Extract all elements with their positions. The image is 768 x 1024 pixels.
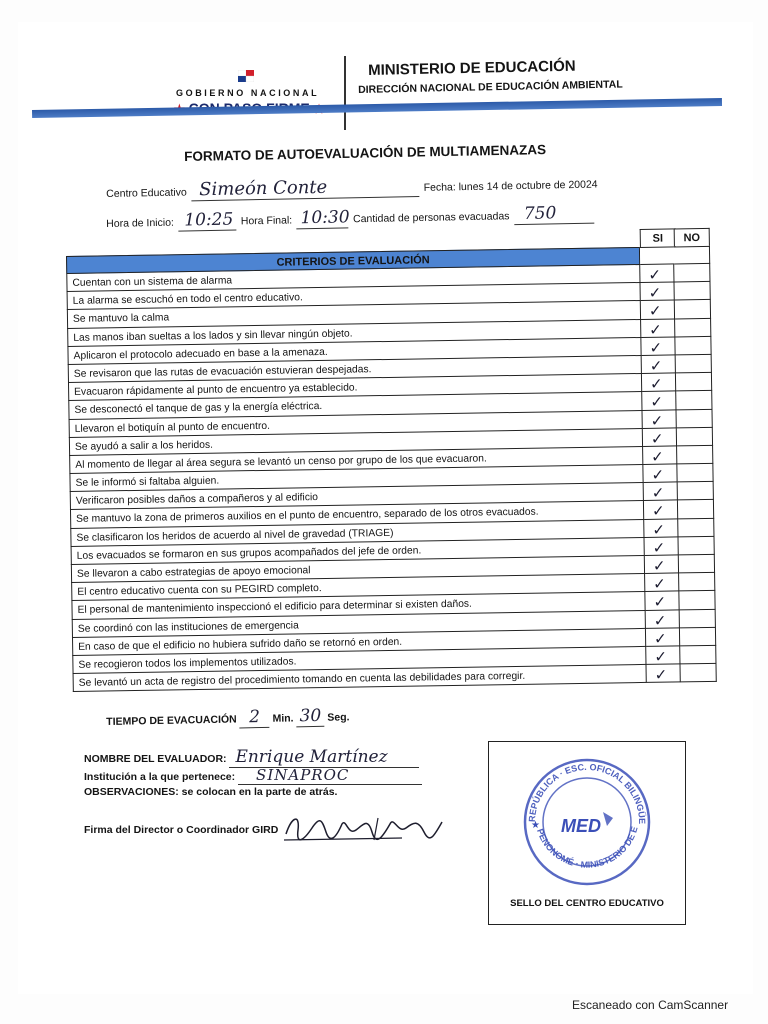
si-cell bbox=[643, 446, 677, 465]
hora-final-label: Hora Final: bbox=[240, 214, 293, 228]
si-cell bbox=[644, 501, 678, 520]
institucion-row bbox=[84, 766, 422, 785]
checkmark-icon: ✓ bbox=[653, 574, 666, 594]
checkmark-icon: ✓ bbox=[651, 502, 665, 521]
si-cell bbox=[645, 555, 679, 574]
no-cell bbox=[674, 246, 710, 265]
checkmark-icon: ✓ bbox=[650, 429, 664, 448]
checkmark-icon: ✓ bbox=[652, 556, 666, 575]
criterion-text: Se levantó un acta de registro del procedimiento tomando en cuenta las debilidades para corregir. bbox=[73, 665, 647, 692]
criterion-text: Llevaron el botiquín al punto de encuentro. bbox=[69, 410, 643, 437]
si-cell bbox=[641, 301, 675, 320]
centro-label: Centro Educativo bbox=[106, 186, 187, 200]
criterion-text: Se mantuvo la calma bbox=[67, 301, 641, 328]
no-cell bbox=[678, 518, 714, 537]
camscanner-watermark: Escaneado con CamScanner bbox=[572, 998, 729, 1012]
sello-label: SELLO DEL CENTRO EDUCATIVO bbox=[510, 898, 664, 909]
institucion-label: Institución a la que pertenece: bbox=[84, 771, 236, 783]
no-cell bbox=[680, 664, 716, 683]
criterion-text: Las manos iban sueltas a los lados y sin llevar ningún objeto. bbox=[67, 320, 641, 347]
si-cell bbox=[642, 355, 676, 374]
col-si-header: SI bbox=[640, 228, 676, 247]
svg-text:★: ★ bbox=[531, 820, 540, 831]
no-cell bbox=[676, 409, 712, 428]
si-cell bbox=[646, 665, 680, 684]
checkmark-icon: ✓ bbox=[653, 629, 667, 648]
checkmark-icon: ✓ bbox=[654, 647, 668, 666]
checkmark-icon: ✓ bbox=[651, 447, 664, 466]
checkmark-icon: ✓ bbox=[649, 356, 663, 375]
criterion-text: Se ayudó a salir a los heridos. bbox=[69, 429, 643, 456]
si-cell bbox=[643, 464, 677, 483]
hora-final-value: 10:30 bbox=[296, 207, 348, 229]
si-cell bbox=[640, 264, 674, 283]
no-cell bbox=[676, 373, 712, 392]
no-cell bbox=[677, 464, 713, 483]
si-cell bbox=[646, 610, 680, 629]
col-no-header: NO bbox=[674, 228, 710, 247]
checkmark-icon: ✓ bbox=[649, 320, 662, 339]
si-cell bbox=[643, 428, 677, 447]
no-cell bbox=[680, 628, 716, 647]
cantidad-value: 750 bbox=[514, 203, 594, 226]
si-cell bbox=[645, 592, 679, 611]
gobierno-nacional-label: GOBIERNO NACIONAL bbox=[176, 88, 320, 98]
si-cell bbox=[645, 574, 679, 593]
criterion-text: El centro educativo cuenta con su PEGIRD completo. bbox=[71, 574, 645, 601]
no-cell bbox=[679, 555, 715, 574]
fecha-label: Fecha: lunes 14 de octubre de 20024 bbox=[423, 178, 598, 194]
si-cell bbox=[641, 319, 675, 338]
seg-value: 30 bbox=[296, 706, 324, 728]
centro-value: Simeón Conte bbox=[191, 175, 419, 201]
checkmark-icon: ✓ bbox=[648, 265, 662, 284]
evaluador-label: NOMBRE DEL EVALUADOR: bbox=[84, 753, 227, 765]
no-cell bbox=[674, 264, 710, 283]
si-cell bbox=[640, 246, 676, 265]
evaluador-row bbox=[84, 747, 419, 768]
criterion-text: En caso de que el edificio no hubiera sufrido daño se retornó en orden. bbox=[72, 629, 646, 656]
checkmark-icon: ✓ bbox=[649, 374, 663, 393]
no-cell bbox=[674, 282, 710, 301]
checkmark-icon: ✓ bbox=[652, 538, 666, 557]
si-cell bbox=[641, 337, 675, 356]
checkmark-icon: ✓ bbox=[652, 520, 666, 539]
direccion-subtitle: DIRECCIÓN NACIONAL DE EDUCACIÓN AMBIENTAL bbox=[358, 78, 623, 96]
min-value: 2 bbox=[239, 707, 269, 729]
cantidad-label: Cantidad de personas evacuadas bbox=[352, 210, 510, 226]
no-cell bbox=[676, 391, 712, 410]
si-cell bbox=[640, 283, 674, 302]
checkmark-icon: ✓ bbox=[650, 411, 664, 430]
header-divider bbox=[344, 56, 346, 130]
criterion-text: Se llevaron a cabo estrategias de apoyo emocional bbox=[71, 556, 645, 583]
criterion-text: Se le informó si faltaba alguien. bbox=[69, 465, 643, 492]
panama-flag-icon bbox=[238, 70, 254, 82]
checkmark-icon: ✓ bbox=[654, 665, 668, 684]
firma-label: Firma del Director o Coordinador GIRD bbox=[84, 824, 279, 836]
criterion-text: Aplicaron el protocolo adecuado en base a la amenaza. bbox=[67, 338, 641, 365]
firma-row bbox=[84, 824, 278, 836]
checkmark-icon: ✓ bbox=[653, 611, 667, 630]
institucion-value: SINAPROC bbox=[238, 766, 422, 785]
no-cell bbox=[675, 318, 711, 337]
si-cell bbox=[646, 646, 680, 665]
no-cell bbox=[680, 609, 716, 628]
si-cell bbox=[644, 519, 678, 538]
hora-inicio-label: Hora de Inicio: bbox=[106, 216, 175, 230]
criterion-text: Se mantuvo la zona de primeros auxilios en el punto de encuentro, separado de los otros evacuados. bbox=[70, 501, 644, 528]
criterion-text: Evacuaron rápidamente al punto de encuentro ya establecido. bbox=[68, 374, 642, 401]
criterion-text: Se revisaron que las rutas de evacuación estuvieran despejadas. bbox=[68, 356, 642, 383]
criterion-text: Los evacuados se formaron en sus grupos acompañados del jefe de orden. bbox=[71, 538, 645, 565]
director-signature bbox=[282, 810, 450, 846]
svg-text:PENONOMÉ · MINISTERIO DE E.: PENONOMÉ · MINISTERIO DE E bbox=[535, 825, 640, 870]
no-cell bbox=[678, 500, 714, 519]
hora-inicio-value: 10:25 bbox=[178, 210, 236, 232]
min-label: Min. bbox=[272, 712, 294, 725]
no-cell bbox=[678, 537, 714, 556]
seg-label: Seg. bbox=[327, 711, 350, 724]
criterion-text: Se clasificaron los heridos de acuerdo al nivel de gravedad (TRIAGE) bbox=[70, 520, 644, 547]
criterion-text: La alarma se escuchó en todo el centro educativo. bbox=[67, 283, 641, 310]
observaciones-text: OBSERVACIONES: se colocan en la parte de atrás. bbox=[84, 786, 338, 798]
checkmark-icon: ✓ bbox=[653, 592, 667, 612]
criterion-text: Verificaron posibles daños a compañeros y al edificio bbox=[70, 483, 644, 510]
tiempo-label: TIEMPO DE EVACUACIÓN bbox=[106, 713, 237, 728]
si-cell bbox=[644, 537, 678, 556]
checkmark-icon: ✓ bbox=[648, 302, 662, 321]
no-cell bbox=[676, 355, 712, 374]
checkmark-icon: ✓ bbox=[650, 392, 664, 412]
no-cell bbox=[675, 300, 711, 319]
evaluador-value: Enrique Martínez bbox=[229, 747, 419, 768]
criteria-header: CRITERIOS DE EVALUACIÓN bbox=[66, 247, 640, 274]
no-cell bbox=[677, 446, 713, 465]
si-cell bbox=[642, 392, 676, 411]
stamp-box bbox=[488, 741, 686, 925]
checkmark-icon: ✓ bbox=[651, 483, 665, 503]
no-cell bbox=[678, 482, 714, 501]
svg-text:MED: MED bbox=[561, 816, 601, 836]
no-cell bbox=[677, 428, 713, 447]
no-cell bbox=[680, 646, 716, 665]
checkmark-icon: ✓ bbox=[649, 338, 663, 357]
no-cell bbox=[679, 573, 715, 592]
criterion-text: Cuentan con un sistema de alarma bbox=[66, 265, 640, 292]
school-seal-stamp bbox=[517, 752, 657, 892]
criterion-text: El personal de mantenimiento inspeccionó el edificio para determinar si existen daños. bbox=[71, 592, 645, 619]
no-cell bbox=[679, 591, 715, 610]
si-cell bbox=[642, 410, 676, 429]
criterion-text: Se desconectó el tanque de gas y la energía eléctrica. bbox=[68, 392, 642, 419]
svg-text:REPÚBLICA · ESC. OFICIAL BILIN: REPÚBLICA · ESC. OFICIAL BILINGÜE bbox=[526, 761, 648, 825]
checkmark-icon: ✓ bbox=[651, 465, 665, 484]
ministerio-title: MINISTERIO DE EDUCACIÓN bbox=[368, 57, 576, 79]
si-cell bbox=[644, 483, 678, 502]
criterion-text: Se coordinó con las instituciones de emergencia bbox=[72, 611, 646, 638]
no-cell bbox=[675, 337, 711, 356]
si-cell bbox=[642, 374, 676, 393]
criterion-text: Al momento de llegar al área segura se levantó un censo por grupo de los que evacuaron. bbox=[69, 447, 643, 474]
criterion-text: Se recogieron todos los implementos utilizados. bbox=[72, 647, 646, 674]
form-title: FORMATO DE AUTOEVALUACIÓN DE MULTIAMENAZAS bbox=[184, 142, 547, 164]
si-cell bbox=[646, 628, 680, 647]
checkmark-icon: ✓ bbox=[648, 283, 662, 303]
